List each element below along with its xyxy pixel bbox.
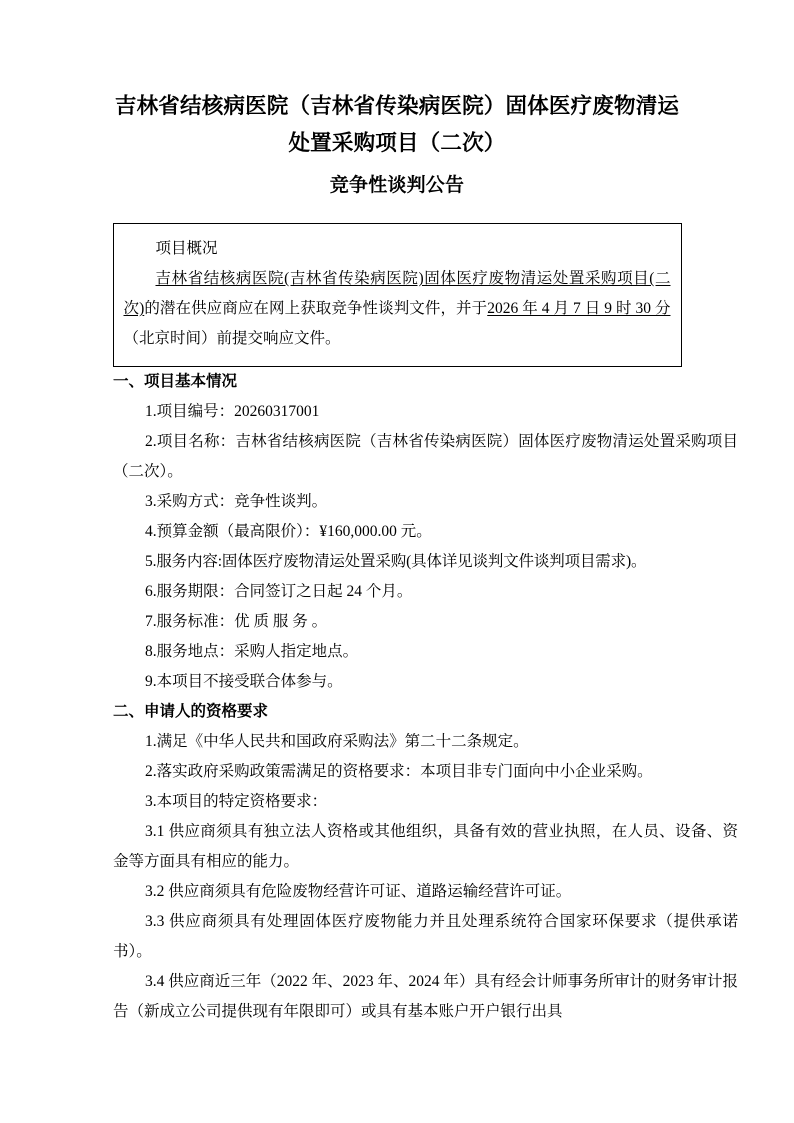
section-one-item-6: 6.服务期限：合同签订之日起 24 个月。 xyxy=(145,583,413,600)
section-heading-one: 一、项目基本情况 xyxy=(113,373,238,390)
section-one-item-5: 5.服务内容:固体医疗废物清运处置采购(具体详见谈判文件谈判项目需求)。 xyxy=(145,553,647,570)
section-one-item-1: 1.项目编号：20260317001 xyxy=(145,403,320,420)
title-block xyxy=(0,0,794,204)
section-one-item-9: 9.本项目不接受联合体参与。 xyxy=(145,673,343,690)
section-heading-two: 二、申请人的资格要求 xyxy=(113,703,269,720)
section-two-item-3-4: 3.4 供应商近三年（2022 年、2023 年、2024 年）具有经会计师事务所审计的财务审计报告（新成立公司提供现有年限即可）或具有基本账户开户银行出具 xyxy=(113,973,738,1020)
overview-body xyxy=(124,264,671,354)
page-title-line-1: 吉林省结核病医院（吉林省传染病医院）固体医疗废物清运 xyxy=(114,94,680,118)
overview-tail-text: （北京时间）前提交响应文件。 xyxy=(123,330,341,347)
overview-deadline: 2026 年 4 月 7 日 9 时 30 分 xyxy=(487,300,671,317)
section-one-item-2: 2.项目名称：吉林省结核病医院（吉林省传染病医院）固体医疗废物清运处置采购项目（二次）。 xyxy=(113,433,738,480)
document-body xyxy=(0,367,794,1027)
project-overview-box xyxy=(113,223,682,367)
section-one-item-7: 7.服务标准：优 质 服 务 。 xyxy=(145,613,328,630)
section-two-item-1: 1.满足《中华人民共和国政府采购法》第二十二条规定。 xyxy=(145,733,529,750)
section-two-item-2: 2.落实政府采购政策需满足的资格要求：本项目非专门面向中小企业采购。 xyxy=(145,763,653,780)
section-two-item-3-1: 3.1 供应商须具有独立法人资格或其他组织，具备有效的营业执照，在人员、设备、资金等方面具有相应的能力。 xyxy=(113,823,738,870)
section-two-item-3: 3.本项目的特定资格要求： xyxy=(145,793,328,810)
section-two-item-3-3: 3.3 供应商须具有处理固体医疗废物能力并且处理系统符合国家环保要求（提供承诺书）。 xyxy=(113,913,738,960)
page-subtitle: 竞争性谈判公告 xyxy=(329,175,465,196)
overview-middle-text: 的潜在供应商应在网上获取竞争性谈判文件，并于 xyxy=(144,300,488,317)
overview-project-name: 吉林省结核病医院(吉林省传染病医院)固体医疗废物清运处置采购项目(二次) xyxy=(123,270,671,317)
page-title xyxy=(97,88,697,162)
page-title-line-2: 处置采购项目（二次） xyxy=(288,131,506,155)
section-one-item-3: 3.采购方式：竞争性谈判。 xyxy=(145,493,328,510)
section-one-item-4: 4.预算金额（最高限价）：¥160,000.00 元。 xyxy=(145,523,432,540)
section-one-item-8: 8.服务地点：采购人指定地点。 xyxy=(145,643,359,660)
overview-label: 项目概况 xyxy=(155,240,218,257)
section-two-item-3-2: 3.2 供应商须具有危险废物经营许可证、道路运输经营许可证。 xyxy=(145,883,572,900)
